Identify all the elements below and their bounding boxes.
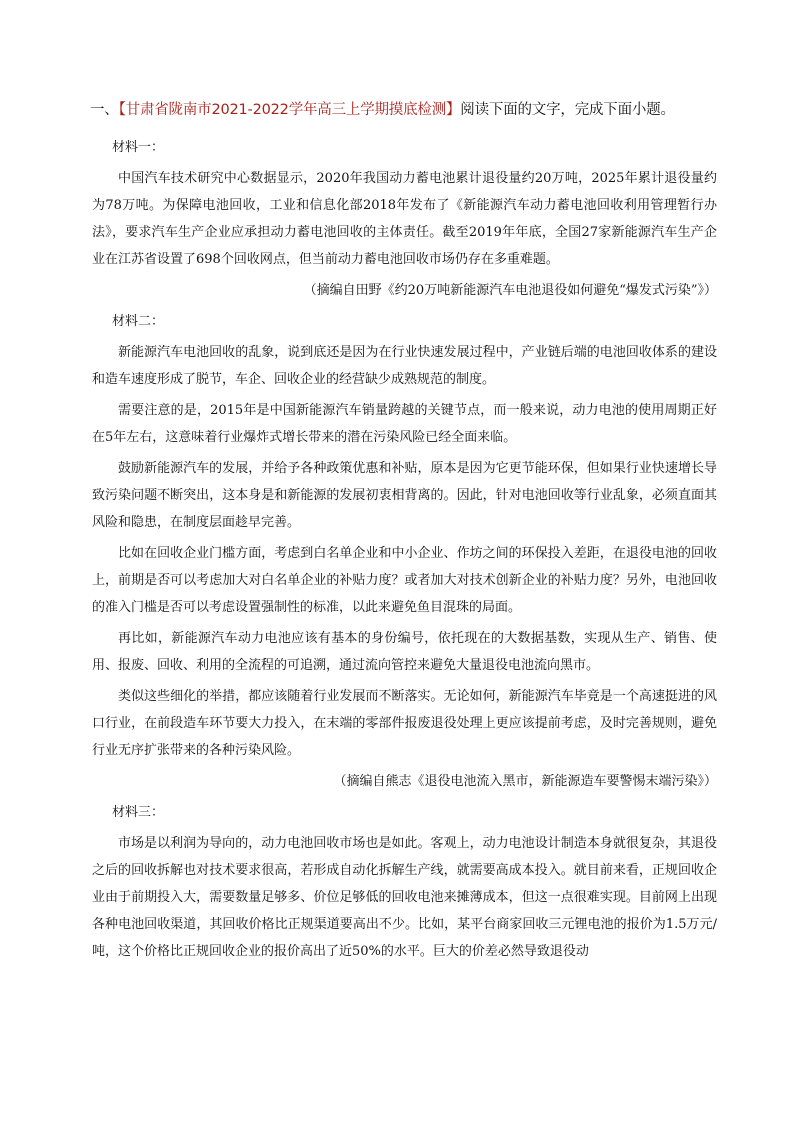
material-3-label: 材料三： <box>112 805 165 820</box>
material-3-paragraph: 市场是以利润为导向的，动力电池回收市场也是如此。客观上，动力电池设计制造本身就很复杂，其退役之后的回收拆解也对技术要求很高，若形成自动化拆解生产线，就需要高成本投入。就目前来看，正规回收企业由于前期投入大，需要数量足够多、价位足够低的回收电池来摊薄成本，但这一点很难实现。目前网上出现各种电池回收渠道，其回收价格比正规渠道要高出不少。比如，某平台商家回收三元锂电池的报价为1.5万元/吨，这个价格比正规回收企业的报价高出了近50%的水平。巨大的价差必然导致退役动 <box>92 836 717 959</box>
question-heading <box>90 98 717 122</box>
material-1-label: 材料一： <box>112 140 165 155</box>
material-2-paragraph: 需要注意的是，2015年是中国新能源汽车销量跨越的关键节点，而一般来说，动力电池的使用周期正好在5年左右，这意味着行业爆炸式增长带来的潜在污染风险已经全面来临。 <box>92 403 717 445</box>
material-2-paragraph: 新能源汽车电池回收的乱象，说到底还是因为在行业快速发展过程中，产业链后端的电池回收体系的建设和造车速度形成了脱节，车企、回收企业的经营缺少成熟规范的制度。 <box>92 345 717 387</box>
material-2-paragraph: 鼓励新能源汽车的发展，并给予各种政策优惠和补贴，原本是因为它更节能环保，但如果行业快速增长导致污染问题不断突出，这本身是和新能源的发展初衷相背离的。因此，针对电池回收等行业乱象，必须直面其风险和隐患，在制度层面趁早完善。 <box>92 461 717 530</box>
material-2-paragraph: 类似这些细化的举措，都应该随着行业发展而不断落实。无论如何，新能源汽车毕竟是一个高速挺进的风口行业，在前段造车环节要大力投入，在末端的零部件报废退役处理上更应该提前考虑，及时完善规则，避免行业无序扩张带来的各种污染风险。 <box>92 689 717 758</box>
document-body <box>92 98 717 969</box>
material-2-paragraph: 再比如，新能源汽车动力电池应该有基本的身份编号，依托现在的大数据基数，实现从生产、销售、使用、报废、回收、利用的全流程的可追溯，通过流向管控来避免大量退役电池流向黑市。 <box>92 631 717 673</box>
material-1-source: （摘编自田野《约20万吨新能源汽车电池退役如何避免“爆发式污染”》） <box>303 283 717 298</box>
material-2-paragraph: 比如在回收企业门槛方面，考虑到白名单企业和中小企业、作坊之间的环保投入差距，在退役电池的回收上，前期是否可以考虑加大对白名单企业的补贴力度？或者加大对技术创新企业的补贴力度？另外，电池回收的准入门槛是否可以考虑设置强制性的标准，以此来避免鱼目混珠的局面。 <box>92 546 717 615</box>
material-1-paragraph: 中国汽车技术研究中心数据显示，2020年我国动力蓄电池累计退役量约20万吨，2025年累计退役量约为78万吨。为保障电池回收，工业和信息化部2018年发布了《新能源汽车动力蓄电池回收利用管理暂行办法》，要求汽车生产企业应承担动力蓄电池回收的主体责任。截至2019年年底，全国27家新能源汽车生产企业在江苏省设置了698个回收网点，但当前动力蓄电池回收市场仍存在多重难题。 <box>92 171 717 267</box>
question-number: 一、 <box>90 102 119 118</box>
material-2-label: 材料二： <box>112 314 165 329</box>
material-2-source: （摘编自熊志《退役电池流入黑市，新能源造车要警惕末端污染》） <box>333 774 717 789</box>
question-source: 【甘肃省陇南市2021-2022学年高三上学期摸底检测】 <box>118 102 461 118</box>
question-instruction: 阅读下面的文字，完成下面小题。 <box>460 102 675 118</box>
